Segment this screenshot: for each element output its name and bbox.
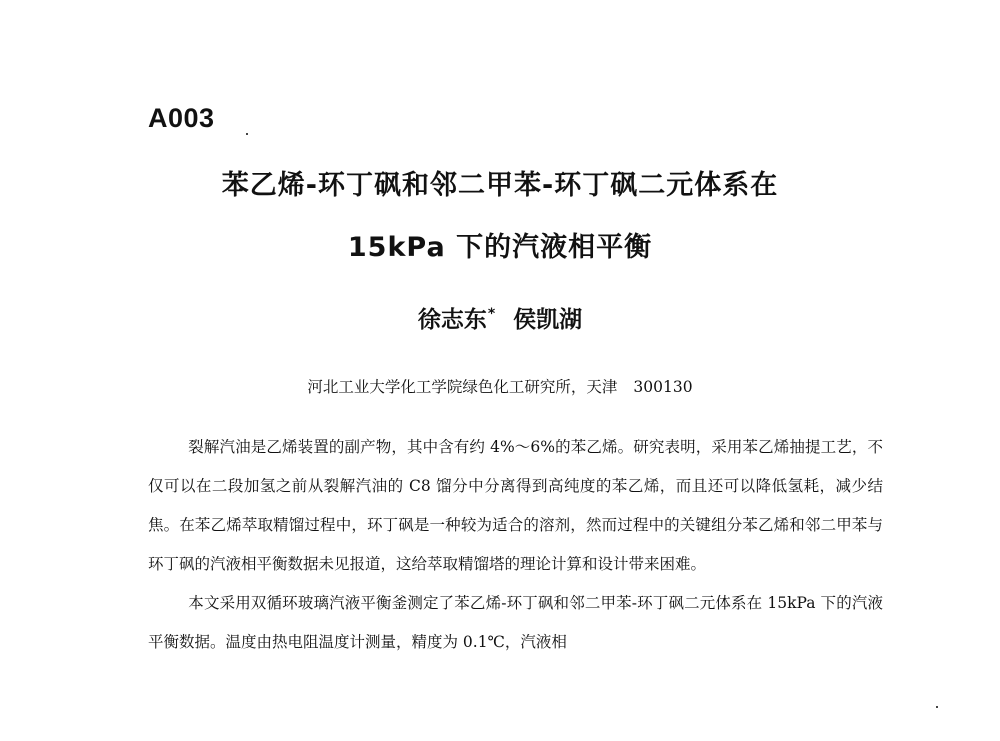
author-list [0,301,1000,334]
affiliation-text: 河北工业大学化工学院绿色化工研究所，天津 [307,378,618,396]
paragraph: 裂解汽油是乙烯装置的副产物，其中含有约 4%～6%的苯乙烯。研究表明，采用苯乙烯抽提工艺，不仅可以在二段加氢之前从裂解汽油的 C8 馏分中分离得到高纯度的苯乙烯，而且还可以降低氢耗，减少结焦。在苯乙烯萃取精馏过程中，环丁砜是一种较为适合的溶剂，然而过程中的关键组分苯乙烯和邻二甲苯与环丁砜的汽液相平衡数据未见报道，这给萃取精馏塔的理论计算和设计带来困难。 [148,438,883,573]
paper-title-line1: 苯乙烯-环丁砜和邻二甲苯-环丁砜二元体系在 [221,170,779,201]
paper-code: A003 [148,103,215,133]
author-name: 侯凯湖 [513,307,583,333]
author-name: 徐志东 [417,307,487,333]
postal-code: 300130 [633,378,693,396]
scan-speck [936,706,938,708]
paper-title-line2: 15kPa 下的汽液相平衡 [347,232,653,263]
body-text [148,428,883,662]
affiliation [0,375,1000,397]
paragraph: 本文采用双循环玻璃汽液平衡釜测定了苯乙烯-环丁砜和邻二甲苯-环丁砜二元体系在 15kPa 下的汽液平衡数据。温度由热电阻温度计测量，精度为 0.1℃，汽液相 [148,594,883,651]
corresponding-author-mark: * [487,306,496,323]
scan-speck [246,133,248,135]
